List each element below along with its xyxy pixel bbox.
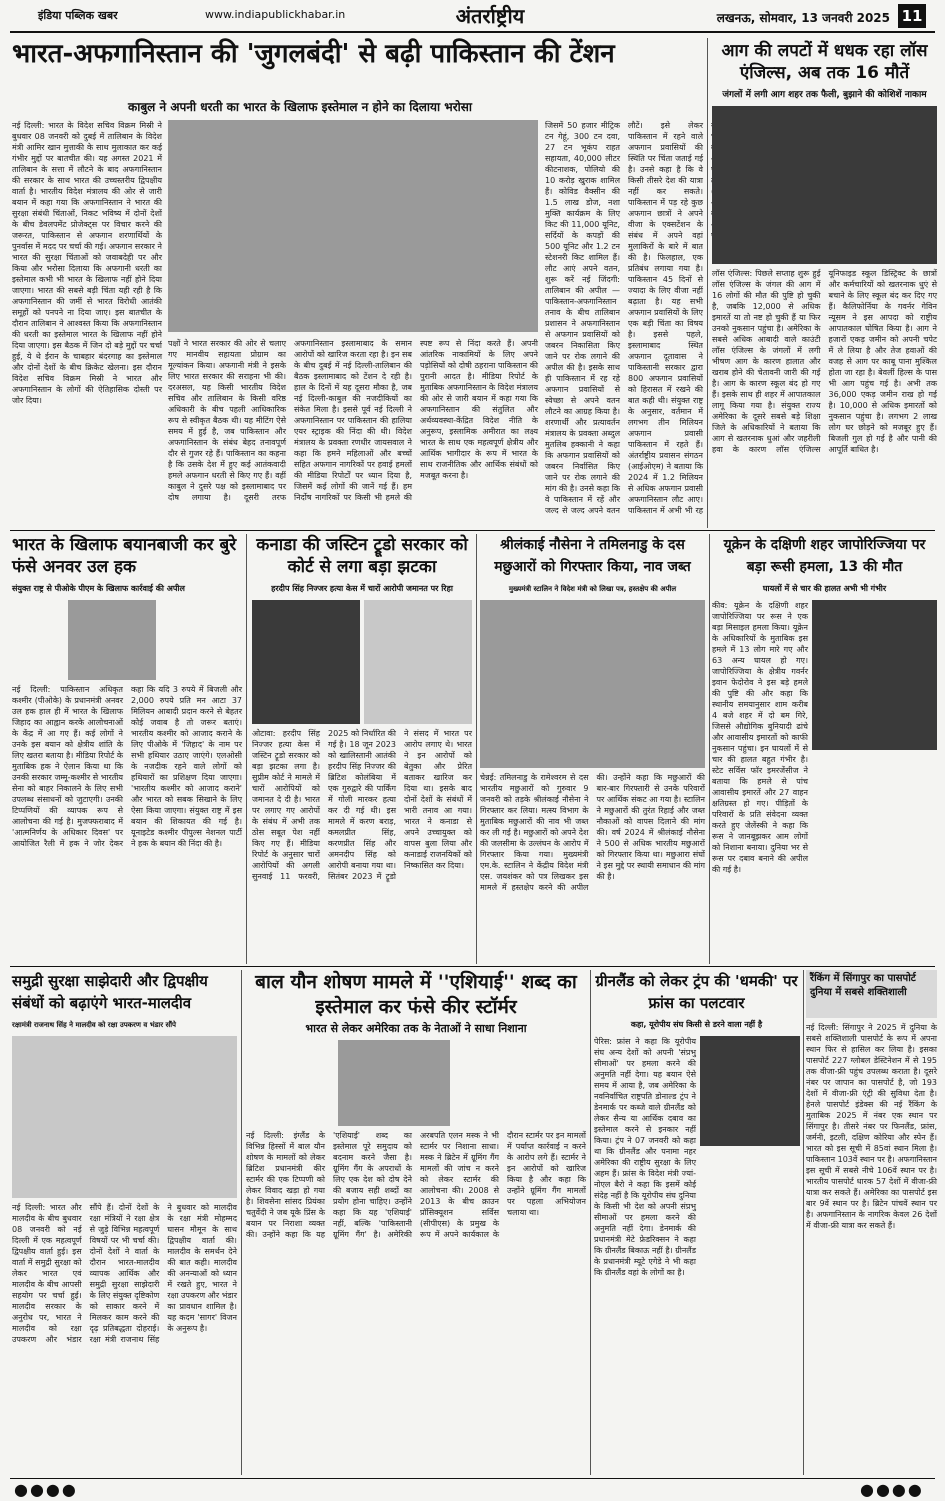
footer-rule [10,1478,935,1479]
zaporizhzhia-photo [812,600,937,750]
anwar-headline[interactable]: भारत के खिलाफ बयानबाजी कर बुरे फंसे अनवर उल हक [12,535,237,577]
lead-subhead: काबुल ने अपनी धरती का भारत के खिलाफ इस्तेमाल न होने का दिलाया भरोसा [128,100,472,114]
maldives-subhead: रक्षामंत्री राजनाथ सिंह ने मालदीव को रक्षा उपकरण व भंडार सौंपे [12,1021,177,1029]
starmer-photo [338,1040,450,1126]
lead-body-left: नई दिल्ली: भारत के विदेश सचिव विक्रम मिस्री ने बुधवार 08 जनवरी को दुबई में तालिबान के विदेश मंत्री आमिर खान मुत्ताकी के साथ मुलाकात कर कई गंभीर मुद्दों पर बातचीत की। यह अगस्त 2021 में तालिबान के सत्ता में लौटने के बाद अफगानिस्तान की सरकार के साथ भारत की उच्चस्तरीय द्विपक्षीय वार्ता है। भारतीय विदेश मंत्रालय की ओर से जारी बयान में कहा गया कि अफगानिस्तान ने भारत की सुरक्षा संबंधी चिंताओं, निकट भविष्य में दोनों देशों के बीच डेवलपमेंट प्रोजेक्ट्स पर विचार करने की जरूरत, पाकिस्तान से अफगान शरणार्थियों के पुनर्वास में मदद पर चर्चा की गई। अफगान सरकार ने भारत की सुरक्षा चिंताओं को जवाबदेही पर और किया और भरोसा दिलाया कि अफगानी धरती का इस्तेमाल कभी भी भारत के खिलाफ नहीं होने दिया जाएगा। भारत की सबसे बड़ी चिंता यही रही है कि अफगानिस्तान की जमीं से भारत विरोधी आतंकी समूहों को पनपने ना दिया जाए। इस बातचीत के दौरान तालिबान ने आश्वस्त किया कि अफगानिस्तान की धरती का इस्तेमाल भारत के खिलाफ नहीं होने दिया जाएगा। इस बैठक में जिन दो बड़े मुद्दों पर चर्चा हुई, ये थे ईरान के चाबहार बंदरगाह का इस्तेमाल और दोनों देशों के बीच क्रिकेट खेलना। इस दौरान विदेश सचिव विक्रम मिस्री ने भारत और अफगानिस्तान के लोगों की ऐतिहासिक दोस्ती पर जोर दिया। [12,121,162,405]
website-url[interactable]: www.indiapublickhabar.in [205,8,346,21]
ukraine-headline[interactable]: यूक्रेन के दक्षिणी शहर जापोरिज्जिया पर बड़ा रूसी हमला, 13 की मौत [723,537,926,575]
column-divider [476,534,477,964]
greenland-headline[interactable]: ग्रीनलैंड को लेकर ट्रंप की 'धमकी' पर फ्रांस का पलटवार [595,972,798,1012]
la-fire-headline[interactable]: आग की लपटों में धधक रहा लॉस एंजिल्स, अब तक 16 मौतें [721,41,928,83]
la-fire-body: लॉस एंजिल्स: पिछले सप्ताह शुरू हुई लॉस एंजिल्स के जंगल की आग में 16 लोगों की मौत की पुष्टि हो चुकी है, जबकि 12,000 से अधिक इमारतें या तो नष्ट हो चुकी हैं या फिर उनको नुकसान पहुंचा है। अमेरिका के सबसे अधिक आबादी वाले काउंटी लॉस एंजिल्स के जंगलों में लगी भीषण आग के कारण हालात और खराब होने की चेतावनी जारी की गई है। आग के कारण स्कूल बंद हो गए हैं। इसके साथ ही शहर में आपातकाल लागू किया गया है। संयुक्त राज्य अमेरिका के दूसरे सबसे बड़े शिक्षा जिले के अधिकारियों ने बताया कि आग से खतरनाक धुआं और जहरीली हवा के कारण लॉस एंजिल्स यूनिफाइड स्कूल डिस्ट्रिक्ट के छात्रों और कर्मचारियों को खतरनाक धुएं से बचाने के लिए स्कूल बंद कर दिए गए हैं। कैलिफोर्निया के गवर्नर गेविन न्यूसम ने इस आपदा को राष्ट्रीय आपातकाल घोषित किया है। आग ने हजारों एकड़ जमीन को अपनी चपेट में ले लिया है और तेज हवाओं की वजह से आग पर काबू पाना मुश्किल होता जा रहा है। बेवर्ली हिल्स के पास भी आग पहुंच गई है। अभी तक 36,000 एकड़ जमीन राख हो गई है। 10,000 से अधिक इमारतों को नुकसान पहुंचा है। लगभग 2 लाख लोग घर छोड़ने को मजबूर हुए हैं। बिजली गुल हो गई है और पानी की आपूर्ति बाधित है। [712,269,937,454]
trudeau-body: ओटावा: हरदीप सिंह निज्जर हत्या केस में जस्टिन ट्रूडो सरकार को बड़ा झटका लगा है। सुप्रीम कोर्ट ने मामले में चारों आरोपियों को जमानत दे दी है। भारत पर लगाए गए आरोपों के संबंध में अभी तक ठोस सबूत पेश नहीं किए गए हैं। मीडिया रिपोर्ट के अनुसार चारों आरोपियों की अगली सुनवाई 11 फरवरी, 2025 को निर्धारित की गई है। 18 जून 2023 को खालिस्तानी आतंकी हरदीप सिंह निज्जर की ब्रिटिश कोलंबिया में एक गुरुद्वारे की पार्किंग में गोली मारकर हत्या कर दी गई थी। इस मामले में करण बराड़, कमलप्रीत सिंह, करणप्रीत सिंह और अमनदीप सिंह को आरोपी बनाया गया था। सितंबर 2023 में ट्रूडो ने संसद में भारत पर आरोप लगाए थे। भारत ने इन आरोपों को बेतुका और प्रेरित बताकर खारिज कर दिया था। इसके बाद दोनों देशों के संबंधों में भारी तनाव आ गया। भारत ने कनाडा से अपने उच्चायुक्त को वापस बुला लिया और कनाडाई राजनयिकों को निष्कासित कर दिया। [252,729,472,881]
maldives-headline[interactable]: समुद्री सुरक्षा साझेदारी और द्विपक्षीय संबंधों को बढ़ाएंगे भारत-मालदीव [12,972,208,1012]
starmer-headline[interactable]: बाल यौन शोषण मामले में ''एशियाई'' शब्द का इस्तेमाल कर फंसे कीर स्टॉर्मर [255,971,577,1018]
lead-headline[interactable]: भारत-अफगानिस्तान की 'जुगलबंदी' से बढ़ी पाकिस्तान की टेंशन [12,39,615,69]
column-divider [803,970,804,1475]
greenland-subhead: कहा, यूरोपीय संघ किसी से डरने वाला नहीं है [630,1020,763,1029]
issue-date: लखनऊ, सोमवार, 13 जनवरी 2025 [716,11,890,25]
srilanka-headline[interactable]: श्रीलंकाई नौसेना ने तमिलनाडु के दस मछुआरों को गिरफ्तार किया, नाव जब्त [494,537,691,575]
lead-body-right: जिसमें 50 हजार मीट्रिक टन गेहूं, 300 टन दवा, 27 टन भूकंप राहत सहायता, 40,000 लीटर कीटनाशक, पोलियो की 10 करोड़ खुराक शामिल हैं। कोविड वैक्सीन की 1.5 लाख डोज, नशा मुक्ति कार्यक्रम के लिए किट की 11,000 यूनिट, सर्दियों के कपड़ों की 500 यूनिट और 1.2 टन स्टेशनरी किट शामिल हैं। लौट आएं अपने वतन, शुरू करें नई जिंदगी: तालिबान की अपील — पाकिस्तान-अफगानिस्तान तनाव के बीच तालिबान प्रशासन ने अफगानिस्तान से अफगान प्रवासियों को जबरन निकासिता किए जाने पर रोक लगाने की अपील की है। इसके साथ ही पाकिस्तान में रह रहे अफगान प्रवासियों से स्वेच्छा से अपने वतन लौटने का आग्रह किया है। शरणार्थी और प्रत्यावर्तन मंत्रालय के प्रवक्ता अब्दुल मुतलिब हक्कानी ने कहा कि अफगान प्रवासियों को जबरन निर्वासित किए जाने पर रोक लगाने की मांग की है। उनसे कहा कि वे पाकिस्तान में रहें और जल्द से जल्द अपने वतन लौटें। इसे लेकर पाकिस्तान में रहने वाले अफगान प्रवासियों की स्थिति पर चिंता जताई गई है। उनसे कहा है कि वे किसी तीसरे देश की यात्रा नहीं कर सकते। पाकिस्तान में पड़ रहे कुछ अफगान छात्रों ने अपने वीजा के एक्सटेंशन के संबंध में अपने वहां मुलाकिरों के बारे में बात की है। फिलहाल, एक प्रतिबंध लगाया गया है। पाकिस्तान 45 दिनों से ज्यादा के लिए वीजा नहीं बढ़ाता है। यह सभी अफगान प्रवासियों के लिए एक बड़ी चिंता का विषय है। इससे पहले, इस्लामाबाद स्थित अफगान दूतावास ने पाकिस्तानी सरकार द्वारा 800 अफगान प्रवासियों को हिरासत में रखने की बात कही थी। संयुक्त राष्ट्र के अनुसार, वर्तमान में लगभग तीन मिलियन अफगान प्रवासी पाकिस्तान में रहते हैं। अंतर्राष्ट्रीय प्रवासन संगठन (आईओएम) ने बताया कि 2024 में 1.2 मिलियन से अधिक अफगान प्रवासी अफगानिस्तान लौट आए। पाकिस्तान में अभी भी रह [545,121,703,515]
anwar-photo [68,600,156,680]
section-title: अंतर्राष्ट्रीय [455,4,525,28]
page-number: 11 [898,4,926,28]
section-rule [10,530,935,531]
maldives-body: नई दिल्ली: भारत और मालदीव के बीच बुधवार 08 जनवरी को नई दिल्ली में एक महत्वपूर्ण द्विपक्षीय वार्ता हुई। इस वार्ता में समुद्री सुरक्षा को लेकर भारत एवं मालदीव के बीच आपसी सहयोग पर चर्चा हुई। मालदीव सरकार के अनुरोध पर, भारत ने मालदीव को रक्षा उपकरण और भंडार सौंपे हैं। दोनों देशों के रक्षा मंत्रियों ने रक्षा क्षेत्र से जुड़े विभिन्न महत्वपूर्ण विषयों पर भी चर्चा की। दोनों देशों ने वार्ता के दौरान भारत-मालदीव व्यापक आर्थिक और समुद्री सुरक्षा साझेदारी के लिए संयुक्त दृष्टिकोण को साकार करने में मिलकर काम करने की दृढ़ प्रतिबद्धता दोहराई। रक्षा मंत्री राजनाथ सिंह ने बुधवार को मालदीव के रक्षा मंत्री मोहम्मद घासन मौमून के साथ द्विपक्षीय वार्ता की। मालदीव के समर्थन देने की बात कही। मालदीव की अनन्याओं को ध्यान में रखते हुए, भारत ने रक्षा उपकरण और भंडार का प्रावधान शामिल है। यह कदम 'सागर' विजन के अनुरूप है। [12,1203,237,1344]
trump-photo [700,1036,800,1146]
footer-dots-right: ●●●● [860,1480,924,1499]
la-fire-photo [712,106,937,264]
srilanka-body: चेन्नई: तमिलनाडु के रामेश्वरम से दस भारतीय मछुआरों को गुरुवार 9 जनवरी को तड़के श्रीलंकाई नौसेना ने गिरफ्तार कर लिया। मत्स्य विभाग के मुताबिक मछुआरों की नाव भी जब्त कर ली गई है। मछुआरों को अपने देश की जलसीमा के उल्लंघन के आरोप में गिरफ्तार किया गया। मुख्यमंत्री एम.के. स्टालिन ने केंद्रीय विदेश मंत्री एस. जयशंकर को पत्र लिखकर इस मामले में हस्तक्षेप करने की अपील की। उन्होंने कहा कि मछुआरों की बार-बार गिरफ्तारी से उनके परिवारों पर आर्थिक संकट आ गया है। स्टालिन ने मछुआरों की तुरंत रिहाई और जब्त नौकाओं को वापस दिलाने की मांग की। वर्ष 2024 में श्रीलंकाई नौसेना ने 500 से अधिक भारतीय मछुआरों को गिरफ्तार किया था। मछुआरा संघों ने इस मुद्दे पर स्थायी समाधान की मांग की है। [480,773,705,892]
section-rule [10,966,935,967]
lead-photo [168,120,538,332]
anwar-subhead: संयुक्त राष्ट्र से पीओके पीएम के खिलाफ कार्रवाई की अपील [12,584,185,593]
column-divider [590,970,591,1475]
fishermen-photo [480,600,705,768]
srilanka-subhead: मुख्यमंत्री स्टालिन ने विदेश मंत्री को लिखा पत्र, हस्तक्षेप की अपील [508,585,677,593]
maldives-photo [12,1036,237,1198]
column-divider [707,38,708,528]
column-divider [246,534,247,964]
anwar-body: नई दिल्ली: पाकिस्तान अधिकृत कश्मीर (पीओके) के प्रधानमंत्री अनवर उल हक हाल ही में भारत के खिलाफ जिहाद का आह्वान करके आलोचनाओं के केंद्र में आ गए हैं। कई लोगों ने उनके इस बयान को क्षेत्रीय शांति के लिए खतरा बताया है। मीडिया रिपोर्ट के मुताबिक हक ने ऐलान किया था कि उनकी सरकार जम्मू-कश्मीर से भारतीय सेना को बाहर निकालने के लिए सभी उपलब्ध संसाधनों को जुटाएगी। उनकी टिप्पणियों की व्यापक रूप से आलोचना की गई है। मुजफ्फराबाद में 'आत्मनिर्णय के अधिकार दिवस' पर आयोजित रैली में हक ने जोर देकर कहा कि यदि 3 रुपये में बिजली और 2,000 रुपये प्रति मन आटा 37 मिलियन आबादी प्रदान करने से बेहतर कोई जवाब है तो जरूर बताएं। भारतीय कश्मीर को आजाद कराने के लिए पीओके में 'जिहाद' के नाम पर सभी हथियार उठाए जाएंगे। एलओसी के नजदीक रहने वाले लोगों को हथियारों का प्रशिक्षण दिया जाएगा। 'भारतीय कश्मीर को आजाद कराने' और भारत को सबक सिखाने के लिए ऐसा किया जाएगा। संयुक्त राष्ट्र में इस बयान की शिकायत की गई है। यूनाइटेड कश्मीर पीपुल्स नेशनल पार्टी ने हक के बयान की निंदा की है। [12,685,242,848]
singapore-headline[interactable]: रैंकिंग में सिंगापुर का पासपोर्ट दुनिया में सबसे शक्तिशाली [806,970,937,1018]
ukraine-subhead: घायलों में से चार की हालत अभी भी गंभीर [762,584,887,593]
paper-name: इंडिया पब्लिक खबर [38,9,118,22]
trudeau-photo [364,600,472,724]
trudeau-subhead: हरदीप सिंह निज्जर हत्या केस में चारों आरोपी जमानत पर रिहा [271,584,453,593]
masthead-rule [10,31,935,33]
lead-body-mid: पक्षों ने भारत सरकार की ओर से चलाए गए मानवीय सहायता प्रोग्राम का मूल्यांकन किया। अफगानी मंत्री ने इसके लिए भारत सरकार की सराहना भी की। दरअसल, यह किसी भारतीय विदेश सचिव और तालिबान के किसी वरिष्ठ अधिकारी के बीच पहली आधिकारिक रूप से स्वीकृत बैठक थी। यह मीटिंग ऐसे समय में हुई है, जब पाकिस्तान और अफगानिस्तान के संबंध बेहद तनावपूर्ण दौर से गुजर रहे हैं। पाकिस्तान का कहना है कि उसके देश में हुए कई आतंकवादी हमले अफगान धरती से किए गए हैं। वहीं काबुल ने दुसरे पक्ष को इस्लामाबाद पर दोष लगाया है। दूसरी तरफ अफगानिस्तान इस्लामाबाद के समान आरोपों को खारिज करता रहा है। इन सब के बीच दुबई में नई दिल्ली-तालिबान की बैठक इस्लामाबाद को टेंशन दे रही है। हाल के दिनों में यह दूसरा मौका है, जब नई दिल्ली-काबुल की नजदीकियों का संकेत मिला है। इससे पूर्व नई दिल्ली ने अफगानिस्तान पर पाकिस्तान की हालिया एयर स्ट्राइक की निंदा की थी। विदेश मंत्रालय के प्रवक्ता रणधीर जायसवाल ने कहा कि हमने महिलाओं और बच्चों सहित अफगान नागरिकों पर हवाई हमलों की मीडिया रिपोर्टों पर ध्यान दिया है, जिसमें कई लोगों की जानें गई हैं। हम निर्दोष नागरिकों पर किसी भी हमले की स्पष्ट रूप से निंदा करते हैं। अपनी आंतरिक नाकामियों के लिए अपने पड़ोसियों को दोषी ठहराना पाकिस्तान की पुरानी आदत है। मीडिया रिपोर्ट के मुताबिक अफगानिस्तान के विदेश मंत्रालय की ओर से जारी बयान में कहा गया कि अफगानिस्तान की संतुलित और अर्थव्यवस्था-केंद्रित विदेश नीति के अनुरूप, इस्लामिक अमीरात का लक्ष्य भारत के साथ एक महत्वपूर्ण क्षेत्रीय और आर्थिक भागीदार के रूप में भारत के साथ राजनीतिक और आर्थिक संबंधों को मजबूत करना है। [168,339,538,502]
column-divider [241,970,242,1475]
nijjar-photo [252,600,360,724]
starmer-subhead: भारत से लेकर अमेरिका तक के नेताओं ने साधा निशाना [305,1022,527,1035]
ukraine-body: कीव: यूक्रेन के दक्षिणी शहर जापोरिज्जिया पर रूस ने एक बड़ा मिसाइल हमला किया। यूक्रेन के अधिकारियों के मुताबिक इस हमले में 13 लोग मारे गए और 63 अन्य घायल हो गए। जापोरिज्जिया के क्षेत्रीय गवर्नर इवान फेदोरोव ने इस बड़े हमले की पुष्टि की और कहा कि स्थानीय समयानुसार शाम करीब 4 बजे शहर में दो बम गिरे, जिससे औद्योगिक बुनियादी ढांचे और आवासीय इमारतों को काफी नुकसान पहुंचा। इन घायलों में से चार की हालत बहुत गंभीर है। स्टेट सर्विस फॉर इमरजेंसीज ने बताया कि हमले से पांच आवासीय इमारतें और 27 वाहन क्षतिग्रस्त हो गए। पीड़ितों के परिवारों के प्रति संवेदना व्यक्त करते हुए जेलेंस्की ने कहा कि रूस ने जानबूझकर आम लोगों को निशाना बनाया। दुनिया भर से रूस पर दबाव बनाने की अपील की गई है। [712,601,808,874]
column-divider [709,534,710,964]
starmer-body: नई दिल्ली: इंग्लैंड के विभिन्न हिस्सों में बाल यौन शोषण के मामलों को लेकर ब्रिटिश प्रधानमंत्री कीर स्टार्मर की एक टिप्पणी को लेकर विवाद खड़ा हो गया है। शिवसेना सांसद प्रियंका चतुर्वेदी ने जब यूके प्रिंस के बयान पर निराशा व्यक्त की। उन्होंने कहा कि यह 'एशियाई' शब्द का इस्तेमाल पूरे समुदाय को बदनाम करने जैसा है। ग्रूमिंग गैंग के अपराधों के लिए एक देश को दोष देने की बजाय सही शब्दों का प्रयोग होना चाहिए। उन्होंने कहा कि यह 'एशियाई' नहीं, बल्कि 'पाकिस्तानी ग्रूमिंग गैंग' है। अमेरिकी अरबपति एलन मस्क ने भी स्टार्मर पर निशाना साधा। मस्क ने ब्रिटेन में ग्रूमिंग गैंग मामलों की जांच न करने को लेकर स्टार्मर की आलोचना की। 2008 से 2013 के बीच क्राउन प्रॉसिक्यूशन सर्विस (सीपीएस) के प्रमुख के रूप में अपने कार्यकाल के दौरान स्टार्मर पर इन मामलों में पर्याप्त कार्रवाई न करने के आरोप लगे हैं। स्टार्मर ने इन आरोपों को खारिज किया है और कहा कि उन्होंने ग्रूमिंग गैंग मामलों पर पहला अभियोजन चलाया था। [246,1131,586,1239]
greenland-body: पेरिस: फ्रांस ने कहा कि यूरोपीय संघ अन्य देशों को अपनी 'संप्रभु सीमाओं' पर हमला करने की अनुमति नहीं देगा। यह बयान ऐसे समय में आया है, जब अमेरिका के नवनिर्वाचित राष्ट्रपति डोनाल्ड ट्रंप ने डेनमार्क पर कब्जे वाले ग्रीनलैंड को लेकर सैन्य या आर्थिक दबाव का इस्तेमाल करने से इनकार नहीं किया। ट्रंप ने 07 जनवरी को कहा था कि ग्रीनलैंड और पनामा नहर अमेरिका की राष्ट्रीय सुरक्षा के लिए अहम हैं। फ्रांस के विदेश मंत्री ज्यां-नोएल बैरो ने कहा कि इसमें कोई संदेह नहीं है कि यूरोपीय संघ दुनिया के किसी भी देश को अपनी संप्रभु सीमाओं पर हमला करने की अनुमति नहीं देगा। डेनमार्क की प्रधानमंत्री मेटे फ्रेडरिक्सन ने कहा कि ग्रीनलैंड बिकाऊ नहीं है। ग्रीनलैंड के प्रधानमंत्री म्यूटे एगेडे ने भी कहा कि ग्रीनलैंड वहां के लोगों का है। [594,1037,696,1277]
footer-dots-left: ●●●● [14,1480,78,1499]
singapore-body: नई दिल्ली: सिंगापुर ने 2025 में दुनिया के सबसे शक्तिशाली पासपोर्ट के रूप में अपना स्थान फिर से हासिल कर लिया है। इसका पासपोर्ट 227 ग्लोबल डेस्टिनेशन में से 195 तक वीजा-फ्री पहुंच उपलब्ध कराता है। दूसरे नंबर पर जापान का पासपोर्ट है, जो 193 देशों में वीजा-फ्री एंट्री की सुविधा देता है। हेनले पासपोर्ट इंडेक्स की नई रैंकिंग के मुताबिक 2025 में नंबर एक स्थान पर सिंगापुर है। तीसरे नंबर पर फिनलैंड, फ्रांस, जर्मनी, इटली, दक्षिण कोरिया और स्पेन हैं। भारत को इस सूची में 85वां स्थान मिला है। पाकिस्तान 103वें स्थान पर है। अफगानिस्तान इस सूची में सबसे नीचे 106वें स्थान पर है। भारतीय पासपोर्ट धारक 57 देशों में वीजा-फ्री यात्रा कर सकते हैं। अमेरिका का पासपोर्ट इस बार 9वें स्थान पर है। ब्रिटेन पांचवें स्थान पर है। अफगानिस्तान के नागरिक केवल 26 देशों में वीजा-फ्री यात्रा कर सकते हैं। [806,1023,937,1230]
trudeau-headline[interactable]: कनाडा की जस्टिन ट्रूडो सरकार को कोर्ट से लगा बड़ा झटका [256,535,468,577]
la-fire-subhead: जंगलों में लगी आग शहर तक फैली, बुझाने की कोशिशें नाकाम [722,90,927,100]
